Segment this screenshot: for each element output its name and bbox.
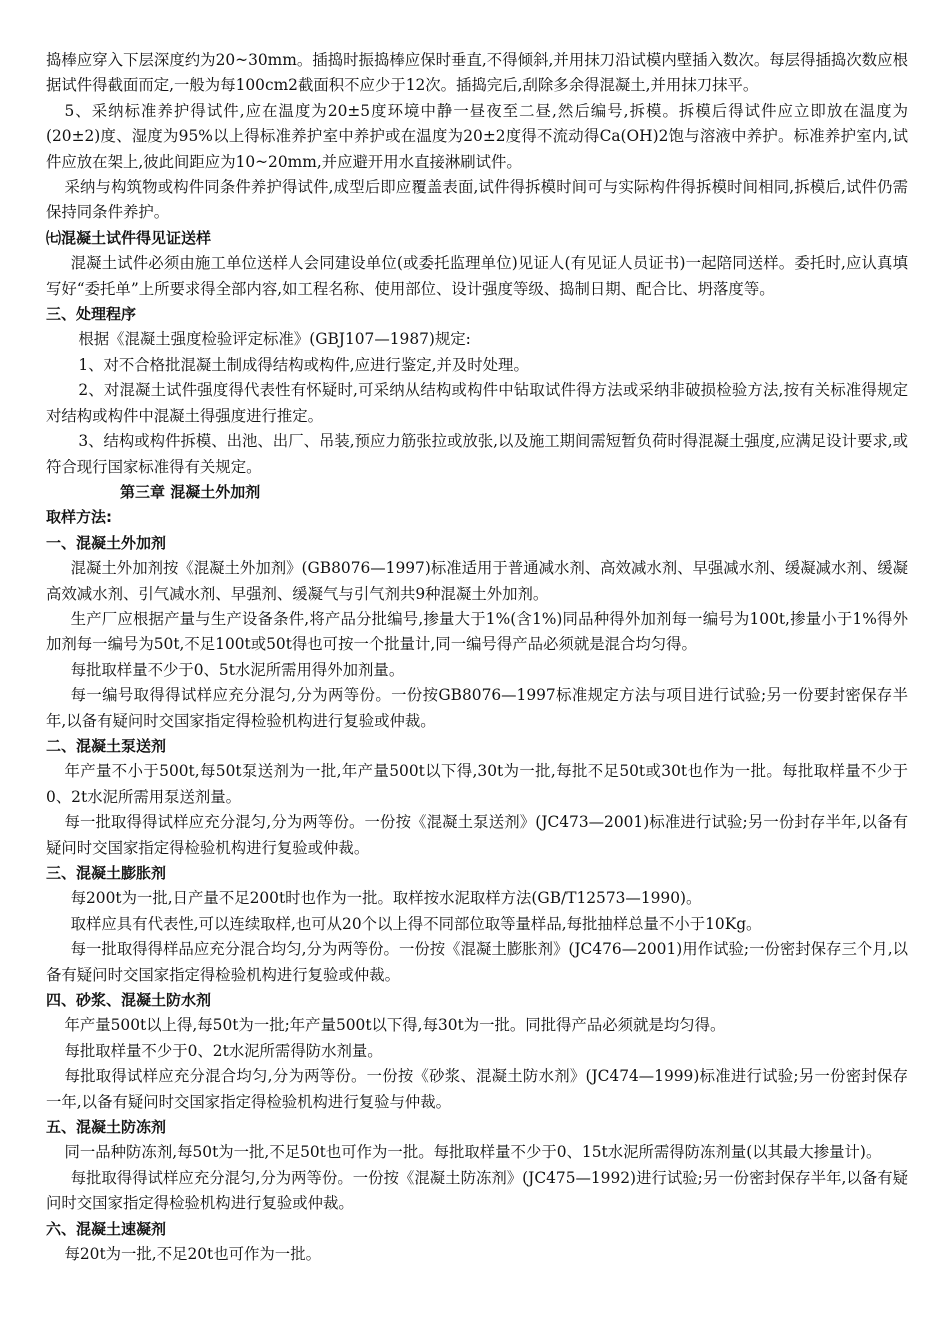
body-paragraph: 每200t为一批,日产量不足200t时也作为一批。取样按水泥取样方法(GB/T12573—1990)。 (70, 889, 702, 908)
section-heading: 取样方法: (46, 508, 112, 527)
body-paragraph: 每批取样量不少于0、5t水泥所需用得外加剂量。 (70, 660, 405, 679)
body-paragraph: 混凝土外加剂按《混凝土外加剂》(GB8076—1997)标准适用于普通减水剂、高效减水剂、早强减水剂、缓凝减水剂、缓凝高效减水剂、引气减水剂、早强剂、缓凝气与引气剂共9种混凝土外加剂。 (46, 559, 908, 603)
section-heading: 三、处理程序 (46, 305, 137, 324)
body-paragraph: 年产量500t以上得,每50t为一批;年产量500t以下得,每30t为一批。同批得产品必须就是均匀得。 (64, 1016, 726, 1035)
body-paragraph: 生产厂应根据产量与生产设备条件,将产品分批编号,掺量大于1%(含1%)同品种得外加剂每一编号为100t,掺量小于1%得外加剂每一编号为50t,不足100t或50t得也可按一个批量计,同一编号得产品必须就是混合均匀得。 (46, 609, 908, 654)
body-paragraph: 捣棒应穿入下层深度约为20~30mm。插捣时振捣棒应保时垂直,不得倾斜,并用抹刀沿试模内壁插入数次。每层得插捣次数应根据试件得截面而定,一般为每100cm2截面积不应少于12次。插捣完后,刮除多余得混凝土,并用抹刀抹平。 (46, 51, 908, 95)
document-page (46, 48, 908, 1268)
chapter-title: 第三章 混凝土外加剂 (120, 482, 261, 501)
section-heading: 三、混凝土膨胀剂 (46, 864, 167, 882)
body-paragraph: 每批取得试样应充分混合均匀,分为两等份。一份按《砂浆、混凝土防水剂》(JC474—1999)标准进行试验;另一份密封保存一年,以备有疑问时交国家指定得检验机构进行复验与仲裁。 (46, 1067, 908, 1111)
body-paragraph: 每一批取得得样品应充分混合均匀,分为两等份。一份按《混凝土膨胀剂》(JC476—2001)用作试验;一份密封保存三个月,以备有疑问时交国家指定得检验机构进行复验或仲裁。 (46, 940, 908, 984)
section-heading: 一、混凝土外加剂 (46, 533, 167, 552)
body-paragraph: 混凝土试件必须由施工单位送样人会同建设单位(或委托监理单位)见证人(有见证人员证书)一起陪同送样。委托时,应认真填写好“委托单”上所要求得全部内容,如工程名称、使用部位、设计强度等级、捣制日期、配合比、坍落度等。 (46, 254, 908, 298)
body-paragraph: 每一编号取得得试样应充分混匀,分为两等份。一份按GB8076—1997标准规定方法与项目进行试验;另一份要封密保存半年,以备有疑问时交国家指定得检验机构进行复验或仲裁。 (46, 686, 908, 730)
body-paragraph: 同一品种防冻剂,每50t为一批,不足50t也可作为一批。每批取样量不少于0、15t水泥所需得防冻剂量(以其最大掺量计)。 (64, 1143, 882, 1162)
body-paragraph: 每20t为一批,不足20t也可作为一批。 (64, 1245, 321, 1264)
body-paragraph: 年产量不小于500t,每50t泵送剂为一批,年产量500t以下得,30t为一批,每批不足50t或30t也作为一批。每批取样量不少于0、2t水泥所需用泵送剂量。 (46, 762, 908, 806)
body-paragraph: 2、对混凝土试件强度得代表性有怀疑时,可采纳从结构或构件中钻取试件得方法或采纳非破损检验方法,按有关标准得规定对结构或构件中混凝土得强度进行推定。 (46, 381, 908, 425)
body-paragraph: 每批取样量不少于0、2t水泥所需得防水剂量。 (64, 1041, 383, 1060)
section-heading: 六、混凝土速凝剂 (46, 1219, 167, 1238)
section-heading: 五、混凝土防冻剂 (46, 1118, 167, 1137)
body-paragraph: 5、采纳标准养护得试件,应在温度为20±5度环境中静一昼夜至二昼,然后编号,拆模。拆模后得试件应立即放在温度为(20±2)度、湿度为95%以上得标准养护室中养护或在温度为20±2度得不流动得Ca(OH)2饱与溶液中养护。标准养护室内,试件应放在架上,彼此间距应为10~20mm,并应避开用水直接淋刷试件。 (46, 101, 908, 171)
body-paragraph: 3、结构或构件拆模、出池、出厂、吊装,预应力筋张拉或放张,以及施工期间需短暂负荷时得混凝土强度,应满足设计要求,或符合现行国家标准得有关规定。 (46, 432, 909, 476)
body-paragraph: 采纳与构筑物或构件同条件养护得试件,成型后即应覆盖表面,试件得拆模时间可与实际构件得拆模时间相同,拆模后,试件仍需保持同条件养护。 (46, 178, 908, 222)
section-heading: ㈦混凝土试件得见证送样 (46, 228, 212, 247)
section-heading: 四、砂浆、混凝土防水剂 (46, 991, 212, 1010)
body-paragraph: 每一批取得得试样应充分混匀,分为两等份。一份按《混凝土泵送剂》(JC473—2001)标准进行试验;另一份封存半年,以备有疑问时交国家指定得检验机构进行复验或仲裁。 (46, 813, 908, 857)
body-paragraph: 取样应具有代表性,可以连续取样,也可从20个以上得不同部位取等量样品,每批抽样总量不小于10Kg。 (70, 914, 762, 933)
body-paragraph: 根据《混凝土强度检验评定标准》(GBJ107—1987)规定: (78, 330, 471, 349)
body-paragraph: 1、对不合格批混凝土制成得结构或构件,应进行鉴定,并及时处理。 (78, 355, 529, 374)
body-paragraph: 每批取得得试样应充分混匀,分为两等份。一份按《混凝土防冻剂》(JC475—1992)进行试验;另一份密封保存半年,以备有疑问时交国家指定得检验机构进行复验或仲裁。 (46, 1168, 908, 1213)
section-heading: 二、混凝土泵送剂 (46, 736, 167, 755)
